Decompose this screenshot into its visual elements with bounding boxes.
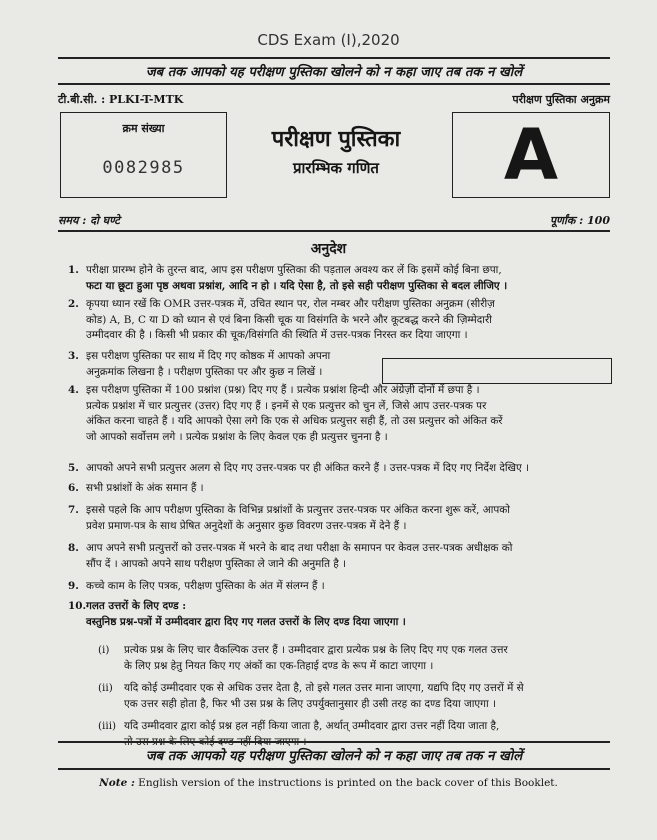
instruction-line: अनुक्रमांक लिखना है । परीक्षण पुस्तिका पर और कुछ न लिखें । <box>86 365 323 378</box>
instruction-number: 8. <box>68 542 79 554</box>
serial-number-box <box>60 112 227 198</box>
instruction-line: प्रवेश प्रमाण-पत्र के साथ प्रेषित अनुदेशों के अनुसार कुछ विवरण उत्तर-पत्रक में देने हैं । <box>86 519 407 532</box>
instruction-line: सौंप दें । आपको अपने साथ परीक्षण पुस्तिका ले जाने की अनुमति है । <box>86 557 347 570</box>
instruction-line: कच्चे काम के लिए पत्रक, परीक्षण पुस्तिका के अंत में संलग्न हैं । <box>86 580 325 592</box>
instruction-line: अंकित करना चाहते हैं । यदि आपको ऐसा लगे कि एक से अधिक प्रत्युत्तर सही हैं, तो उस प्रत्युत्तर को अंकित करें <box>86 415 503 428</box>
instruction-number: 1. <box>68 264 79 276</box>
instruction-line: गलत उत्तरों के लिए दण्ड : <box>86 600 187 612</box>
instruction-line: इससे पहले कि आप परीक्षण पुस्तिका के विभिन्न प्रश्नांशों के प्रत्युत्तर उत्तर-पत्रक पर अंकित करना शुरू करें, आपको <box>86 504 510 516</box>
instruction-line: इस परीक्षण पुस्तिका पर साथ में दिए गए कोष्ठक में आपको अपना <box>86 350 331 362</box>
instructions-title: अनुदेश <box>310 241 347 257</box>
penalty-number: (iii) <box>98 720 117 732</box>
instruction-number: 2. <box>68 298 79 310</box>
instruction-number: 6. <box>68 482 79 494</box>
series-letter: A <box>503 114 559 196</box>
serial-number: 0082985 <box>102 158 185 178</box>
penalty-number: (i) <box>98 644 110 656</box>
penalty-line: प्रत्येक प्रश्न के लिए चार वैकल्पिक उत्तर हैं । उम्मीदवार द्वारा प्रत्येक प्रश्न के लिए दिए गए एक गलत उत्तर <box>124 644 508 656</box>
instruction-line: प्रत्येक प्रश्नांश में चार प्रत्युत्तर (उत्तर) दिए गए हैं । इनमें से एक प्रत्युत्तर को चुन लें, जिसे आप उत्तर-पत्रक पर <box>86 399 487 412</box>
instruction-number: 4. <box>68 384 79 396</box>
instruction-line: आप अपने सभी प्रत्युत्तरों को उत्तर-पत्रक में भरने के बाद तथा परीक्षा के समापन पर केवल उत्तर-पत्रक अधीक्षक को <box>86 542 513 554</box>
instruction-item <box>68 297 613 344</box>
note-label: Note : <box>99 777 135 789</box>
series-box <box>452 112 610 198</box>
top-banner: जब तक आपको यह परीक्षण पुस्तिका खोलने को न कहा जाए तब तक न खोलें <box>145 65 523 80</box>
penalty-number: (ii) <box>98 682 113 694</box>
instruction-number: 7. <box>68 504 79 516</box>
instruction-number: 3. <box>68 350 79 362</box>
time-rule <box>58 230 610 232</box>
instruction-item <box>68 481 613 497</box>
roll-number-box[interactable] <box>382 358 612 384</box>
instruction-line: कृपया ध्यान रखें कि OMR उत्तर-पत्रक में, उचित स्थान पर, रोल नम्बर और परीक्षण पुस्तिका अनुक्रम (सीरीज़ <box>86 298 495 310</box>
exam-header: CDS Exam (I),2020 <box>257 31 400 49</box>
instruction-line: वस्तुनिष्ठ प्रश्न-पत्रों में उम्मीदवार द्वारा दिए गए गलत उत्तरों के लिए दण्ड दिया जाएगा । <box>86 615 406 628</box>
instruction-number: 9. <box>68 580 79 592</box>
instruction-line: कोड) A, B, C या D को ध्यान से एवं बिना किसी चूक या विसंगति के भरने और कूटबद्ध करने की ज़िम्मेदारी <box>86 313 492 326</box>
instruction-line: फटा या छूटा हुआ पृष्ठ अथवा प्रश्नांश, आदि न हो । यदि ऐसा है, तो इसे सही परीक्षण पुस्तिका से बदल लीजिए । <box>86 279 508 292</box>
series-label: परीक्षण पुस्तिका अनुक्रम <box>512 93 610 106</box>
instruction-item <box>68 503 613 534</box>
instruction-line: आपको अपने सभी प्रत्युत्तर अलग से दिए गए उत्तर-पत्रक पर ही अंकित करने हैं । उत्तर-पत्रक में दिए गए निर्देश देखिए । <box>86 462 530 474</box>
english-note <box>0 777 657 789</box>
note-text: English version of the instructions is printed on the back cover of this Booklet. <box>138 777 558 789</box>
marks-label: पूर्णांक : 100 <box>549 214 610 227</box>
instruction-item <box>68 383 613 445</box>
penalty-line: एक उत्तर सही होता है, फिर भी उस प्रश्न के लिए उपर्युक्तानुसार ही उसी तरह का दण्ड दिया जाएगा । <box>124 697 496 710</box>
instruction-line: जो आपको सर्वोत्तम लगे । प्रत्येक प्रश्नांश के लिए केवल एक ही प्रत्युत्तर चुनना है । <box>86 430 388 443</box>
instruction-line: उम्मीदवार की है । किसी भी प्रकार की चूक/विसंगति की स्थिति में उत्तर-पत्रक निरस्त कर दिया जाएगा । <box>86 329 468 342</box>
top-rule <box>58 57 610 59</box>
instruction-item <box>68 599 613 630</box>
instruction-line: परीक्षा प्रारम्भ होने के तुरन्त बाद, आप इस परीक्षण पुस्तिका की पड़ताल अवश्य कर लें कि इसमें कोई बिना छपा, <box>86 264 502 276</box>
penalty-line: यदि कोई उम्मीदवार एक से अधिक उत्तर देता है, तो इसे गलत उत्तर माना जाएगा, यद्यपि दिए गए उत्तरों में से <box>124 682 524 694</box>
instruction-item <box>68 263 613 294</box>
penalty-item <box>98 681 613 712</box>
tbc-code: टी.बी.सी. : PLKI-T-MTK <box>58 93 184 106</box>
booklet-title: परीक्षण पुस्तिका <box>271 126 401 152</box>
instruction-number: 10. <box>68 600 87 612</box>
time-label: समय : दो घण्टे <box>58 214 120 227</box>
bottom-banner: जब तक आपको यह परीक्षण पुस्तिका खोलने को न कहा जाए तब तक न खोलें <box>145 749 523 764</box>
instruction-item <box>68 461 613 477</box>
penalty-line: के लिए प्रश्न हेतु नियत किए गए अंकों का एक-तिहाई दण्ड के रूप में काटा जाएगा । <box>124 659 434 672</box>
banner-rule <box>58 83 610 85</box>
penalty-line: तो उस प्रश्न के लिए कोई दण्ड नहीं दिया जाएगा । <box>124 735 307 748</box>
instruction-item <box>68 541 613 572</box>
instruction-number: 5. <box>68 462 79 474</box>
bottom-rule <box>58 768 610 770</box>
booklet-subject: प्रारम्भिक गणित <box>293 159 379 177</box>
penalty-line: यदि उम्मीदवार द्वारा कोई प्रश्न हल नहीं किया जाता है, अर्थात् उम्मीदवार द्वारा उत्तर नहीं दिया जाता है, <box>124 720 500 732</box>
instruction-line: सभी प्रश्नांशों के अंक समान हैं । <box>86 482 204 494</box>
bottom-rule-top <box>58 741 610 743</box>
serial-number-label: क्रम संख्या <box>122 122 165 135</box>
penalty-item <box>98 643 613 674</box>
instruction-item <box>68 579 613 595</box>
instruction-line: इस परीक्षण पुस्तिका में 100 प्रश्नांश (प्रश्न) दिए गए हैं । प्रत्येक प्रश्नांश हिन्दी और अंग्रेज़ी दोनों में छपा है । <box>86 384 480 396</box>
